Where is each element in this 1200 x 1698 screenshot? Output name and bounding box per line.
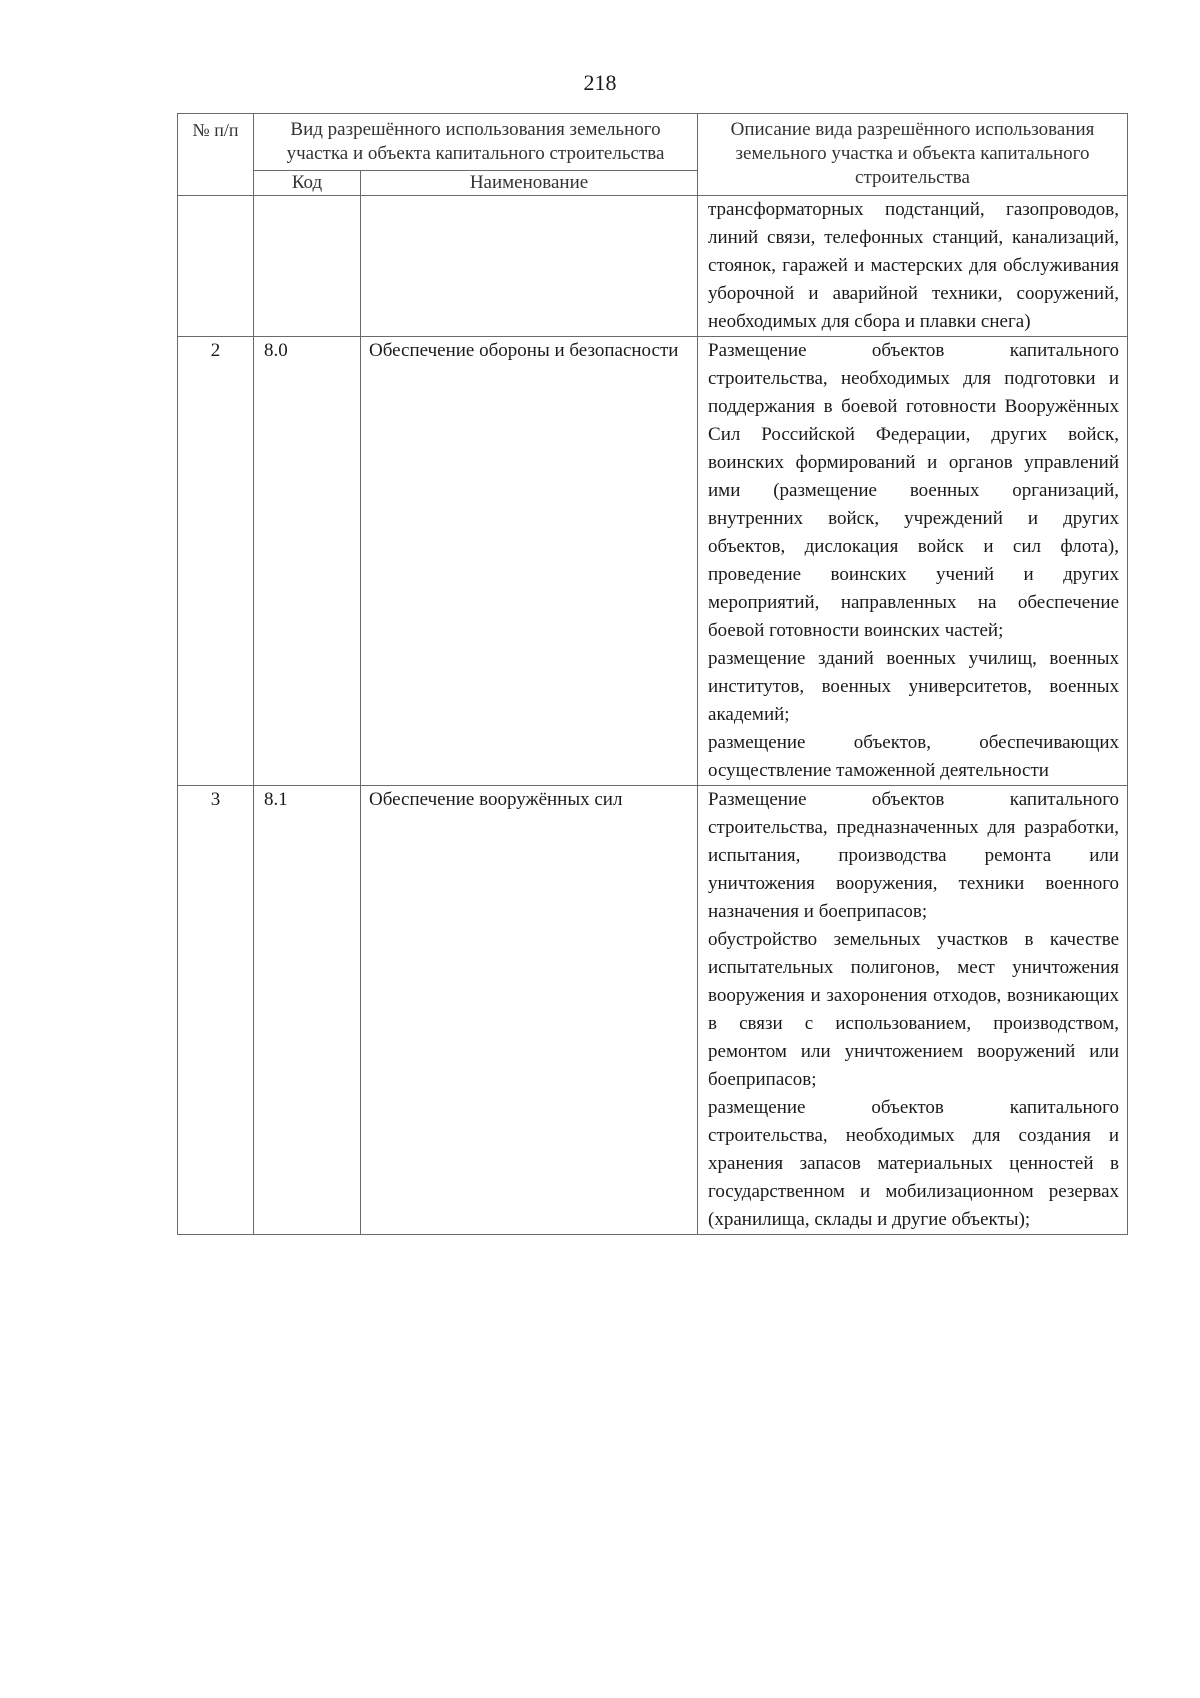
header-number: № п/п [178, 114, 254, 196]
header-description: Описание вида разрешённого использования земельного участка и объекта капитального строительства [698, 114, 1128, 196]
table-row [178, 337, 1128, 786]
description-paragraph: Размещение объектов капитального строительства, предназначенных для разработки, испытания, производства ремонта или уничтожения вооружения, техники военного назначения и боеприпасов; [708, 789, 1120, 922]
header-name: Наименование [361, 171, 698, 196]
row-name: Обеспечение обороны и безопасности [361, 337, 698, 786]
row-number: 3 [178, 786, 254, 1235]
row-code: 8.0 [254, 337, 361, 786]
land-use-table [177, 113, 1128, 1235]
row-description [698, 786, 1128, 1235]
header-code: Код [254, 171, 361, 196]
table-row-continuation [178, 196, 1128, 337]
row-description [698, 337, 1128, 786]
description-paragraph: размещение зданий военных училищ, военных институтов, военных университетов, военных академий; [708, 648, 1120, 725]
header-use-type-group: Вид разрешённого использования земельного участка и объекта капитального строительства [254, 114, 698, 171]
row-number: 2 [178, 337, 254, 786]
row-code-cell [254, 196, 361, 337]
row-name: Обеспечение вооружённых сил [361, 786, 698, 1235]
description-paragraph: трансформаторных подстанций, газопроводов, линий связи, телефонных станций, канализаций, стоянок, гаражей и мастерских для обслуживания уборочной и аварийной техники, сооружений, необходимых для сбора и плавки снега) [708, 199, 1120, 332]
description-paragraph: размещение объектов, обеспечивающих осуществление таможенной деятельности [708, 732, 1120, 781]
description-paragraph: обустройство земельных участков в качестве испытательных полигонов, мест уничтожения вооружения и захоронения отходов, возникающих в связи с использованием, производством, ремонтом или уничтожением вооружений или боеприпасов; [708, 929, 1120, 1090]
description-paragraph: размещение объектов капитального строительства, необходимых для создания и хранения запасов материальных ценностей в государственном и мобилизационном резервах (хранилища, склады и другие объекты); [708, 1097, 1120, 1230]
row-description-cell [698, 196, 1128, 337]
table-row [178, 786, 1128, 1235]
description-paragraph: Размещение объектов капитального строительства, необходимых для подготовки и поддержания в боевой готовности Вооружённых Сил Российской Федерации, других войск, воинских формирований и органов управлений ими (размещение военных организаций, внутренних войск, учреждений и других объектов, дислокация войск и сил флота), проведение воинских учений и других мероприятий, направленных на обеспечение боевой готовности воинских частей; [708, 340, 1120, 641]
row-code: 8.1 [254, 786, 361, 1235]
row-name-cell [361, 196, 698, 337]
table-header-row [178, 114, 1128, 171]
row-number-cell [178, 196, 254, 337]
page-number: 218 [583, 70, 617, 95]
